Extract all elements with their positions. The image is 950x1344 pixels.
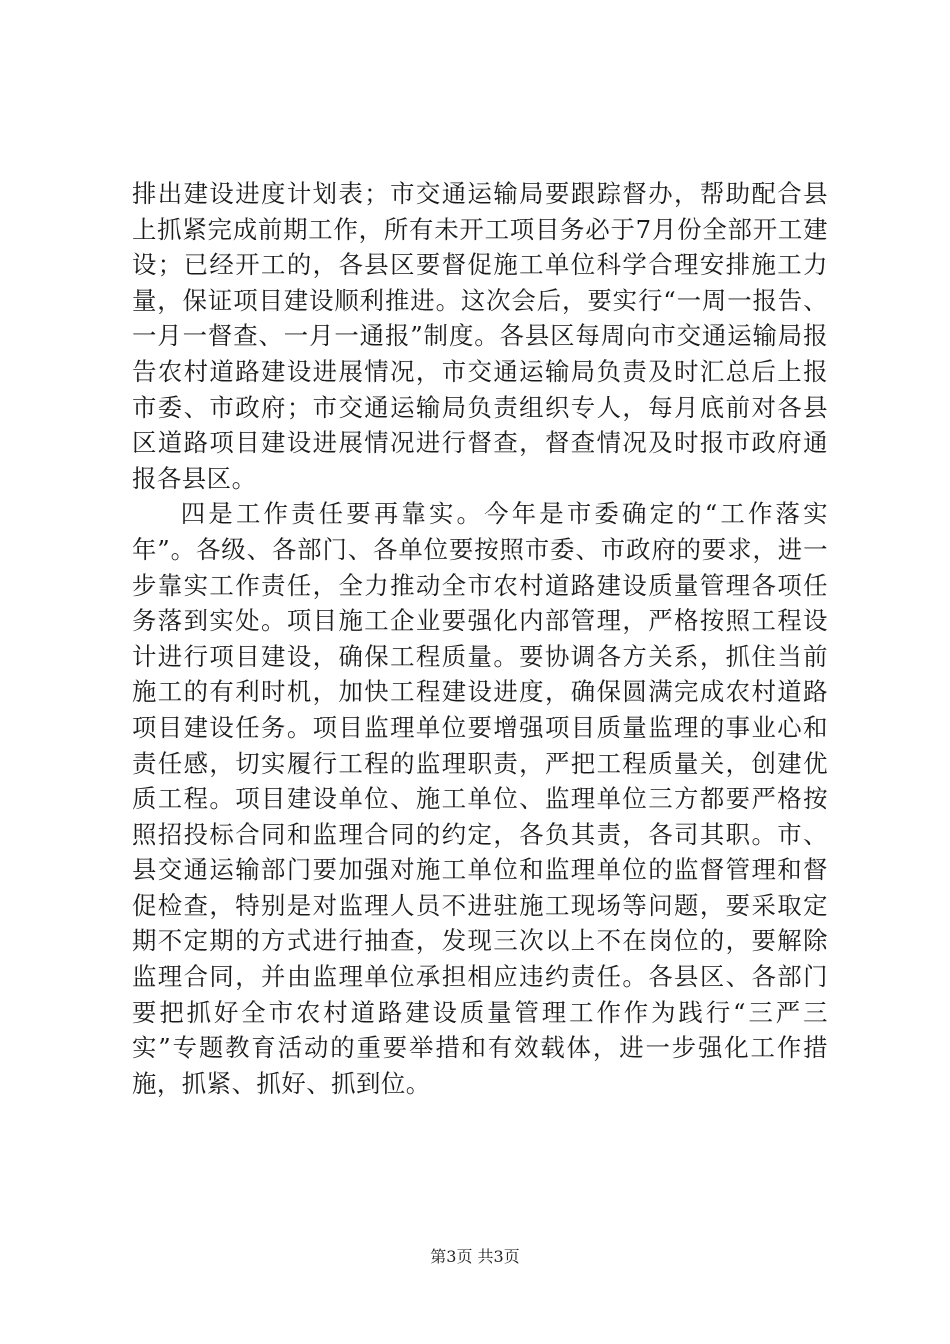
document-body [132,176,828,1101]
paragraph-continuation: 排出建设进度计划表；市交通运输局要跟踪督办，帮助配合县上抓紧完成前期工作，所有未开工项目务必于7月份全部开工建设；已经开工的，各县区要督促施工单位科学合理安排施工力量，保证项目建设顺利推进。这次会后，要实行“一周一报告、一月一督查、一月一通报”制度。各县区每周向市交通运输局报告农村道路建设进展情况，市交通运输局负责及时汇总后上报市委、市政府；市交通运输局负责组织专人，每月底前对各县区道路项目建设进展情况进行督查，督查情况及时报市政府通报各县区。 [132,179,828,493]
paragraph-work-responsibility: 四是工作责任要再靠实。今年是市委确定的“工作落实年”。各级、各部门、各单位要按照市委、市政府的要求，进一步靠实工作责任，全力推动全市农村道路建设质量管理各项任务落到实处。项目施工企业要强化内部管理，严格按照工程设计进行项目建设，确保工程质量。要协调各方关系，抓住当前施工的有利时机，加快工程建设进度，确保圆满完成农村道路项目建设任务。项目监理单位要增强项目质量监理的事业心和责任感，切实履行工程的监理职责，严把工程质量关，创建优质工程。项目建设单位、施工单位、监理单位三方都要严格按照招投标合同和监理合同的约定，各负其责，各司其职。市、县交通运输部门要加强对施工单位和监理单位的监督管理和督促检查，特别是对监理人员不进驻施工现场等问题，要采取定期不定期的方式进行抽查，发现三次以上不在岗位的，要解除监理合同，并由监理单位承担相应违约责任。各县区、各部门要把抓好全市农村道路建设质量管理工作作为践行“三严三实”专题教育活动的重要举措和有效载体，进一步强化工作措施，抓紧、抓好、抓到位。 [132,499,828,1098]
page-number-footer: 第3页 共3页 [430,1247,520,1266]
